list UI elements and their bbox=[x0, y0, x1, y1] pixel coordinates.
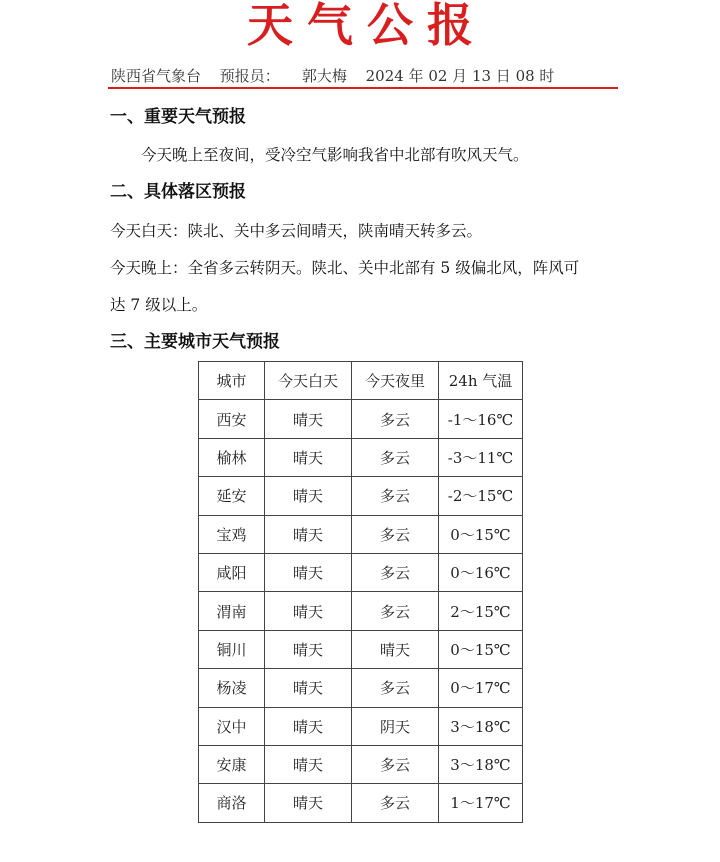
temperature-cell: 0～15℃ bbox=[439, 630, 523, 668]
table-row bbox=[199, 477, 523, 515]
night-cell: 晴天 bbox=[352, 630, 439, 668]
temperature-cell: -3～11℃ bbox=[439, 438, 523, 476]
table-row bbox=[199, 553, 523, 591]
city-cell: 榆林 bbox=[199, 438, 265, 476]
night-cell: 阴天 bbox=[352, 707, 439, 745]
header-temperature: 24h 气温 bbox=[439, 362, 523, 400]
daytime-forecast-text: 今天白天：陕北、关中多云间晴天，陕南晴天转多云。 bbox=[110, 222, 483, 240]
temperature-cell: 0～15℃ bbox=[439, 515, 523, 553]
office-name: 陕西省气象台 bbox=[111, 67, 202, 85]
header-night: 今天夜里 bbox=[352, 362, 439, 400]
night-cell: 多云 bbox=[352, 669, 439, 707]
city-cell: 安康 bbox=[199, 745, 265, 783]
table-header-row bbox=[199, 362, 523, 400]
bulletin-title: 天气公报 bbox=[247, 0, 487, 52]
table-row bbox=[199, 784, 523, 822]
night-forecast-text-line2: 达 7 级以上。 bbox=[110, 296, 208, 314]
daytime-cell: 晴天 bbox=[265, 784, 352, 822]
night-cell: 多云 bbox=[352, 553, 439, 591]
daytime-cell: 晴天 bbox=[265, 553, 352, 591]
daytime-cell: 晴天 bbox=[265, 669, 352, 707]
table-row bbox=[199, 630, 523, 668]
table-row bbox=[199, 592, 523, 630]
temperature-cell: -1～16℃ bbox=[439, 400, 523, 438]
night-cell: 多云 bbox=[352, 745, 439, 783]
daytime-cell: 晴天 bbox=[265, 745, 352, 783]
daytime-cell: 晴天 bbox=[265, 630, 352, 668]
important-forecast-text: 今天晚上至夜间，受冷空气影响我省中北部有吹风天气。 bbox=[141, 146, 529, 164]
temperature-cell: -2～15℃ bbox=[439, 477, 523, 515]
night-cell: 多云 bbox=[352, 477, 439, 515]
temperature-cell: 1～17℃ bbox=[439, 784, 523, 822]
night-forecast-text-line1: 今天晚上：全省多云转阴天。陕北、关中北部有 5 级偏北风，阵风可 bbox=[110, 259, 580, 277]
night-cell: 多云 bbox=[352, 515, 439, 553]
forecaster-name: 郭大梅 bbox=[301, 67, 347, 85]
table-row bbox=[199, 707, 523, 745]
temperature-cell: 3～18℃ bbox=[439, 707, 523, 745]
section-heading-areas: 二、具体落区预报 bbox=[110, 182, 246, 202]
night-cell: 多云 bbox=[352, 400, 439, 438]
city-cell: 宝鸡 bbox=[199, 515, 265, 553]
daytime-cell: 晴天 bbox=[265, 400, 352, 438]
night-cell: 多云 bbox=[352, 438, 439, 476]
daytime-cell: 晴天 bbox=[265, 592, 352, 630]
temperature-cell: 0～16℃ bbox=[439, 553, 523, 591]
issue-time: 2024 年 02 月 13 日 08 时 bbox=[365, 67, 555, 85]
temperature-cell: 2～15℃ bbox=[439, 592, 523, 630]
header-city: 城市 bbox=[199, 362, 265, 400]
table-row bbox=[199, 400, 523, 438]
daytime-cell: 晴天 bbox=[265, 707, 352, 745]
city-cell: 延安 bbox=[199, 477, 265, 515]
table-row bbox=[199, 438, 523, 476]
daytime-cell: 晴天 bbox=[265, 515, 352, 553]
byline bbox=[111, 66, 616, 86]
city-cell: 杨凌 bbox=[199, 669, 265, 707]
city-cell: 咸阳 bbox=[199, 553, 265, 591]
header-daytime: 今天白天 bbox=[265, 362, 352, 400]
city-cell: 渭南 bbox=[199, 592, 265, 630]
city-cell: 铜川 bbox=[199, 630, 265, 668]
table-row bbox=[199, 515, 523, 553]
temperature-cell: 0～17℃ bbox=[439, 669, 523, 707]
section-heading-important: 一、重要天气预报 bbox=[110, 107, 246, 127]
forecaster-label: 预报员： bbox=[219, 67, 280, 85]
night-cell: 多云 bbox=[352, 784, 439, 822]
city-cell: 西安 bbox=[199, 400, 265, 438]
city-cell: 商洛 bbox=[199, 784, 265, 822]
section-heading-cities: 三、主要城市天气预报 bbox=[110, 332, 280, 352]
header-rule bbox=[108, 87, 618, 89]
temperature-cell: 3～18℃ bbox=[439, 745, 523, 783]
city-cell: 汉中 bbox=[199, 707, 265, 745]
night-cell: 多云 bbox=[352, 592, 439, 630]
table-row bbox=[199, 745, 523, 783]
daytime-cell: 晴天 bbox=[265, 477, 352, 515]
city-forecast-table bbox=[198, 361, 523, 823]
daytime-cell: 晴天 bbox=[265, 438, 352, 476]
table-row bbox=[199, 669, 523, 707]
